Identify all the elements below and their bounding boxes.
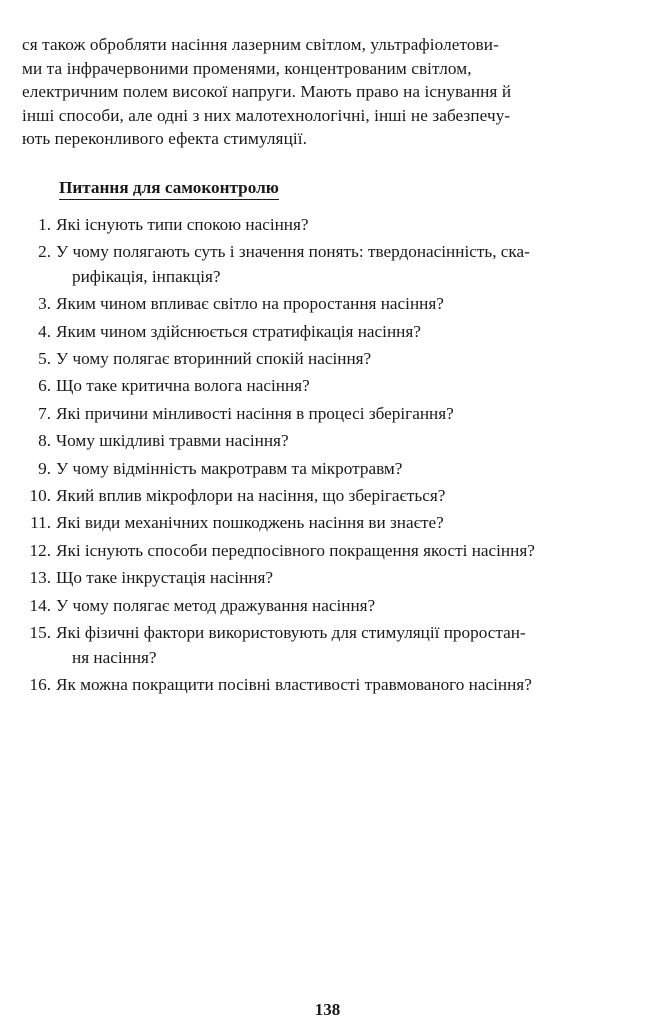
question-item — [18, 592, 643, 619]
intro-paragraph — [22, 33, 640, 151]
intro-line: інші способи, але одні з них малотехнологічні, інші не забезпечу- — [22, 105, 511, 125]
question-text: Які причини мінливості насіння в процесі зберігання? — [56, 403, 454, 423]
question-text: У чому відмінність макротравм та мікротравм? — [56, 458, 403, 478]
questions-list — [18, 211, 643, 698]
intro-line: електричним полем високої напруги. Мають право на існування й — [22, 82, 512, 101]
question-text: Які існують способи передпосівного покращення якості насіння? — [56, 540, 535, 560]
question-number: 13. — [29, 568, 51, 588]
question-item — [18, 482, 643, 509]
question-item — [18, 318, 643, 345]
question-number: 4. — [38, 321, 51, 341]
question-item — [18, 564, 643, 591]
question-number: 16. — [29, 674, 51, 694]
question-item — [18, 619, 643, 671]
question-item — [18, 372, 643, 399]
question-text: Які існують типи спокою насіння? — [56, 215, 309, 234]
question-text: Що таке критична волога насіння? — [56, 376, 310, 396]
question-item — [18, 238, 643, 290]
question-item — [18, 290, 643, 317]
intro-line: ся також обробляти насіння лазерним світлом, ультрафіолетови- — [22, 35, 499, 54]
question-number: 5. — [38, 349, 51, 369]
question-text: Який вплив мікрофлори на насіння, що зберігається? — [56, 486, 446, 506]
question-text: Яким чином впливає світло на проростання насіння? — [56, 294, 444, 314]
question-number: 9. — [38, 458, 51, 478]
question-number: 15. — [29, 623, 51, 643]
question-text: Які фізичні фактори використовують для стимуляції проростан- — [56, 623, 526, 643]
question-number: 1. — [38, 215, 51, 234]
question-item — [18, 671, 643, 698]
question-text: У чому полягає вторинний спокій насіння? — [56, 349, 372, 369]
question-text: У чому полягають суть і значення понять: твердонасінність, ска- — [56, 242, 530, 262]
question-item — [18, 211, 643, 238]
question-item — [18, 427, 643, 454]
question-number: 7. — [38, 403, 51, 423]
question-number: 11. — [30, 513, 51, 533]
question-text: У чому полягає метод дражування насіння? — [56, 595, 376, 615]
section-title: Питання для самоконтролю — [59, 177, 279, 200]
question-number: 12. — [29, 540, 51, 560]
question-text-continuation: ня насіння? — [72, 647, 157, 667]
question-number: 2. — [38, 242, 51, 262]
intro-line: ють переконливого ефекта стимуляції. — [22, 129, 308, 148]
question-text: Що таке інкрустація насіння? — [56, 568, 274, 588]
question-number: 8. — [38, 431, 51, 451]
question-number: 14. — [29, 595, 51, 615]
question-item — [18, 537, 643, 564]
question-text-continuation: рифікація, інпакція? — [72, 266, 221, 286]
question-number: 6. — [38, 376, 51, 396]
question-text: Які види механічних пошкоджень насіння ви знаєте? — [56, 513, 444, 533]
question-text: Чому шкідливі травми насіння? — [56, 431, 289, 451]
question-number: 3. — [38, 294, 51, 314]
question-item — [18, 509, 643, 536]
page-number: 138 — [314, 1000, 341, 1019]
question-item — [18, 400, 643, 427]
question-text: Яким чином здійснюється стратифікація насіння? — [56, 321, 421, 341]
question-text: Як можна покращити посівні властивості травмованого насіння? — [56, 674, 532, 694]
question-item — [18, 345, 643, 372]
question-number: 10. — [29, 486, 51, 506]
intro-line: ми та інфрачервоними променями, концентрованим світлом, — [22, 58, 472, 78]
question-item — [18, 455, 643, 482]
